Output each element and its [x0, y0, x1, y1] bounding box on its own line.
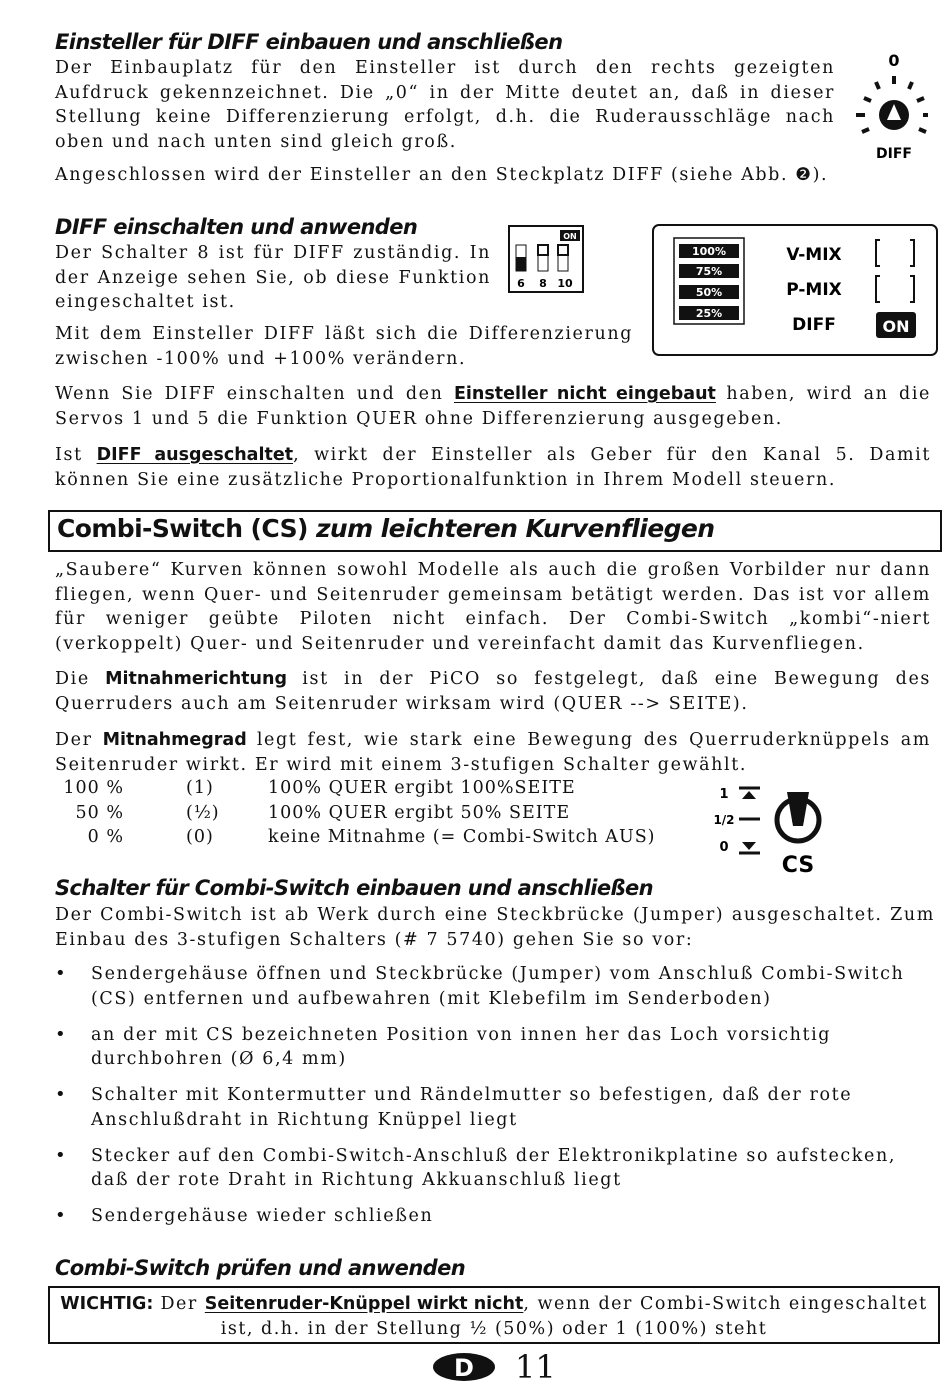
- paragraph-diff-install: Der Einbauplatz für den Einsteller ist durch den rechts gezeigten Aufdruck gekennzeichnet. Die „0“ in der Mitte deutet an, daß in dieser Stellung keine Differenzierung erfolgt, d.h. die Ruderausschläge nach oben und nach unten sind gleich groß.: [55, 58, 835, 152]
- paragraph-diff-off: Ist DIFF ausgeschaltet, wirkt der Einsteller als Geber für den Kanal 5. Damit können Sie eine zusätzliche Proportionalfunktion in Ihrem Modell steuern.: [55, 445, 932, 490]
- table-cell-percent: 100 %: [63, 778, 124, 798]
- display-percent-25: 25%: [695, 307, 723, 320]
- language-badge-label: D: [454, 1354, 474, 1382]
- emphasis-rudder-stick: Seitenruder-Knüppel wirkt nicht: [204, 1294, 524, 1314]
- table-row: [60, 801, 660, 826]
- display-percent-100: 100%: [692, 245, 726, 258]
- display-percent-50: 50%: [695, 286, 723, 299]
- paragraph-diff-switch: Der Schalter 8 ist für DIFF zuständig. In der Anzeige sehen Sie, ob diese Funktion eingeschaltet ist.: [55, 243, 491, 312]
- pmix-slot-icon: [876, 276, 914, 302]
- table-cell-description: 100% QUER ergibt 50% SEITE: [268, 802, 571, 823]
- section-title-combi-switch: Combi-Switch (CS) zum leichteren Kurvenfliegen: [57, 514, 715, 543]
- paragraph-diff-connect: Angeschlossen wird der Einsteller an den Steckplatz DIFF (siehe Abb. ❷).: [55, 165, 829, 185]
- install-steps-list: [55, 962, 935, 1240]
- small-lcd-num-10: 10: [557, 277, 573, 290]
- paragraph-combi-intro: „Saubere“ Kurven können sowohl Modelle als auch die großen Vorbilder nur dann fliegen, wenn Quer- und Seitenruder gemeinsam betätigt werden. Das ist vor allem für weniger geübte Piloten nicht einfach. Der Combi-Switch „kombi“-niert (verkoppelt) Quer- und Seitenruder und vereinfacht damit das Kurvenfliegen.: [55, 560, 931, 654]
- cs-switch-figure: [702, 780, 832, 880]
- emphasis-direction: Mitnahmerichtung: [105, 669, 287, 689]
- table-cell-fraction: (½): [186, 802, 220, 823]
- diff-display-figure: [652, 224, 938, 356]
- heading-cs-test: Combi-Switch prüfen und anwenden: [55, 1256, 466, 1280]
- warning-box: [48, 1286, 940, 1344]
- small-lcd-on-label: ON: [563, 232, 577, 241]
- switch-status-figure: [508, 225, 584, 293]
- list-item: • Sendergehäuse öffnen und Steckbrücke (Jumper) vom Anschluß Combi-Switch (CS) entfernen und aufbewahren (mit Klebefilm im Senderboden): [55, 962, 935, 1011]
- switch-label-half: 1/2: [713, 813, 735, 827]
- arrow-down-icon: [742, 842, 756, 850]
- table-cell-description: 100% QUER ergibt 100%SEITE: [268, 778, 576, 798]
- switch-name-label: CS: [781, 853, 815, 878]
- switch-label-0: 0: [719, 840, 729, 855]
- display-diff-label: DIFF: [792, 315, 836, 335]
- emphasis-knob-not-installed: Einsteller nicht eingebaut: [453, 384, 716, 404]
- table-cell-percent: 50 %: [75, 802, 124, 823]
- paragraph-diff-range: Mit dem Einsteller DIFF läßt sich die Differenzierung zwischen -100% und +100% verändern.: [55, 324, 633, 369]
- table-cell-fraction: (1): [186, 778, 214, 798]
- arrow-up-icon: [742, 791, 756, 799]
- table-cell-fraction: (0): [186, 827, 214, 847]
- table-row: [60, 825, 660, 850]
- small-lcd-num-6: 6: [517, 277, 525, 290]
- list-item: • Schalter mit Kontermutter und Rändelmutter so befestigen, daß der rote Anschlußdraht in Richtung Knüppel liegt: [55, 1083, 935, 1132]
- knob-label: DIFF: [876, 146, 912, 162]
- table-row: [60, 776, 660, 801]
- list-item: • an der mit CS bezeichneten Position von innen her das Loch vorsichtig durchbohren (Ø 6,4 mm): [55, 1023, 935, 1072]
- page-number: 11: [515, 1348, 556, 1386]
- paragraph-diff-no-knob: Wenn Sie DIFF einschalten und den Einsteller nicht eingebaut haben, wird an die Servos 1 und 5 die Funktion QUER ohne Differenzierung ausgegeben.: [55, 384, 931, 429]
- small-lcd-num-8: 8: [539, 277, 547, 290]
- emphasis-diff-off: DIFF ausgeschaltet: [96, 445, 294, 465]
- diff-knob-figure: [848, 48, 928, 164]
- display-pmix-label: P-MIX: [786, 280, 842, 300]
- paragraph-cs-install: Der Combi-Switch ist ab Werk durch eine Steckbrücke (Jumper) ausgeschaltet. Zum Einbau des 3-stufigen Schalters (# 7 5740) gehen Sie so vor:: [55, 905, 935, 950]
- table-cell-description: keine Mitnahme (= Combi-Switch AUS): [268, 827, 656, 847]
- heading-cs-install: Schalter für Combi-Switch einbauen und anschließen: [55, 876, 653, 900]
- display-vmix-label: V-MIX: [786, 245, 842, 265]
- language-badge-icon: [432, 1352, 496, 1382]
- display-on-badge: ON: [882, 317, 910, 336]
- section-title-box: [48, 510, 942, 552]
- display-percent-75: 75%: [695, 265, 723, 278]
- heading-diff-enable: DIFF einschalten und anwenden: [55, 215, 418, 239]
- emphasis-degree: Mitnahmegrad: [102, 730, 247, 750]
- knob-top-label: 0: [888, 51, 900, 70]
- vmix-slot-icon: [876, 240, 914, 266]
- table-cell-percent: 0 %: [87, 827, 124, 847]
- list-item: • Sendergehäuse wieder schließen: [55, 1204, 935, 1229]
- paragraph-combi-degree: Der Mitnahmegrad legt fest, wie stark eine Bewegung des Querruderknüppels am Seitenruder wirkt. Er wird mit einem 3-stufigen Schalter gewählt.: [55, 730, 932, 775]
- warning-text: WICHTIG: Der Seitenruder-Knüppel wirkt nicht, wenn der Combi-Switch eingeschaltet ist, d.h. in der Stellung ½ (50%) oder 1 (100%) steht: [60, 1294, 928, 1339]
- list-item: • Stecker auf den Combi-Switch-Anschluß der Elektronikplatine so aufstecken, daß der rote Draht in Richtung Akkuanschluß liegt: [55, 1144, 935, 1193]
- switch-label-1: 1: [719, 787, 729, 802]
- heading-diff-install: Einsteller für DIFF einbauen und anschließen: [55, 30, 563, 54]
- combi-degree-table: [60, 776, 660, 850]
- paragraph-combi-direction: Die Mitnahmerichtung ist in der PiCO so festgelegt, daß eine Bewegung des Querruders auch am Seitenruder wirksam wird (QUER --> SEITE).: [55, 669, 931, 714]
